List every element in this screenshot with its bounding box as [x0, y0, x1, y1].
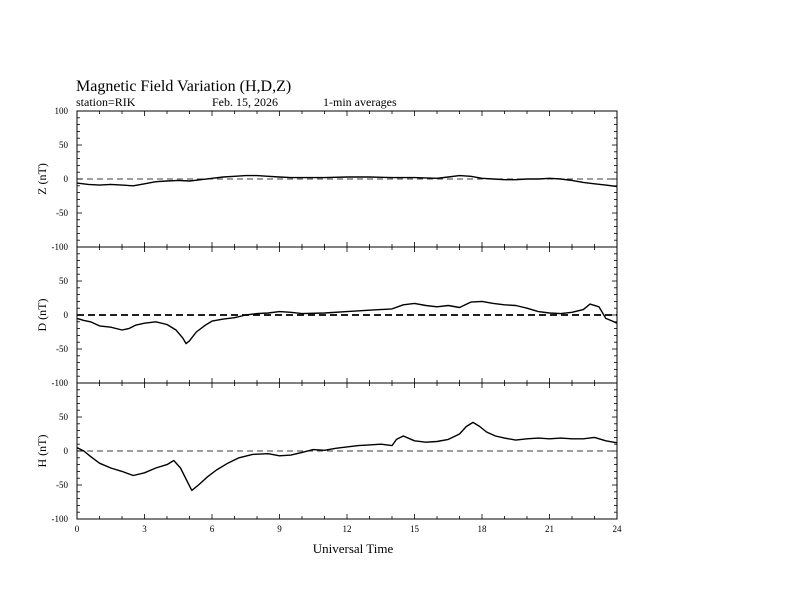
y-tick-label: 50 [59, 276, 68, 286]
series-line-d [77, 301, 617, 343]
panel-h [35, 383, 617, 524]
y-tick-label: -50 [56, 344, 68, 354]
y-tick-label: 100 [54, 106, 68, 116]
y-tick-label: 0 [63, 174, 68, 184]
x-tick-label: 6 [209, 524, 215, 534]
averaging-label: 1-min averages [323, 95, 397, 109]
x-tick-label: 18 [477, 524, 487, 534]
x-tick-label: 0 [74, 524, 80, 534]
x-axis-label: Universal Time [312, 541, 394, 556]
x-axis [75, 524, 622, 534]
y-tick-label: -100 [51, 514, 68, 524]
date-label: Feb. 15, 2026 [212, 95, 278, 109]
chart-title: Magnetic Field Variation (H,D,Z) [76, 78, 292, 95]
y-tick-label: 0 [63, 446, 68, 456]
panels [35, 106, 617, 524]
x-tick-label: 15 [410, 524, 419, 534]
panel-z [35, 106, 617, 252]
x-tick-label: 24 [612, 524, 622, 534]
x-tick-label: 12 [342, 524, 352, 534]
y-axis-label: H (nT) [35, 434, 49, 468]
y-tick-label: 50 [59, 140, 68, 150]
station-label: station=RIK [76, 95, 136, 109]
x-tick-label: 3 [142, 524, 147, 534]
y-tick-label: -50 [56, 208, 68, 218]
y-tick-label: 0 [63, 310, 68, 320]
x-tick-label: 21 [545, 524, 554, 534]
y-axis-label: Z (nT) [35, 163, 49, 195]
panel-d [35, 247, 617, 388]
y-tick-label: -50 [56, 480, 68, 490]
y-tick-label: -100 [51, 242, 68, 252]
x-tick-label: 9 [277, 524, 282, 534]
y-tick-label: 50 [59, 412, 68, 422]
y-tick-label: -100 [51, 378, 68, 388]
series-line-h [77, 422, 617, 490]
series-line-z [77, 176, 617, 187]
y-axis-label: D (nT) [35, 298, 49, 332]
